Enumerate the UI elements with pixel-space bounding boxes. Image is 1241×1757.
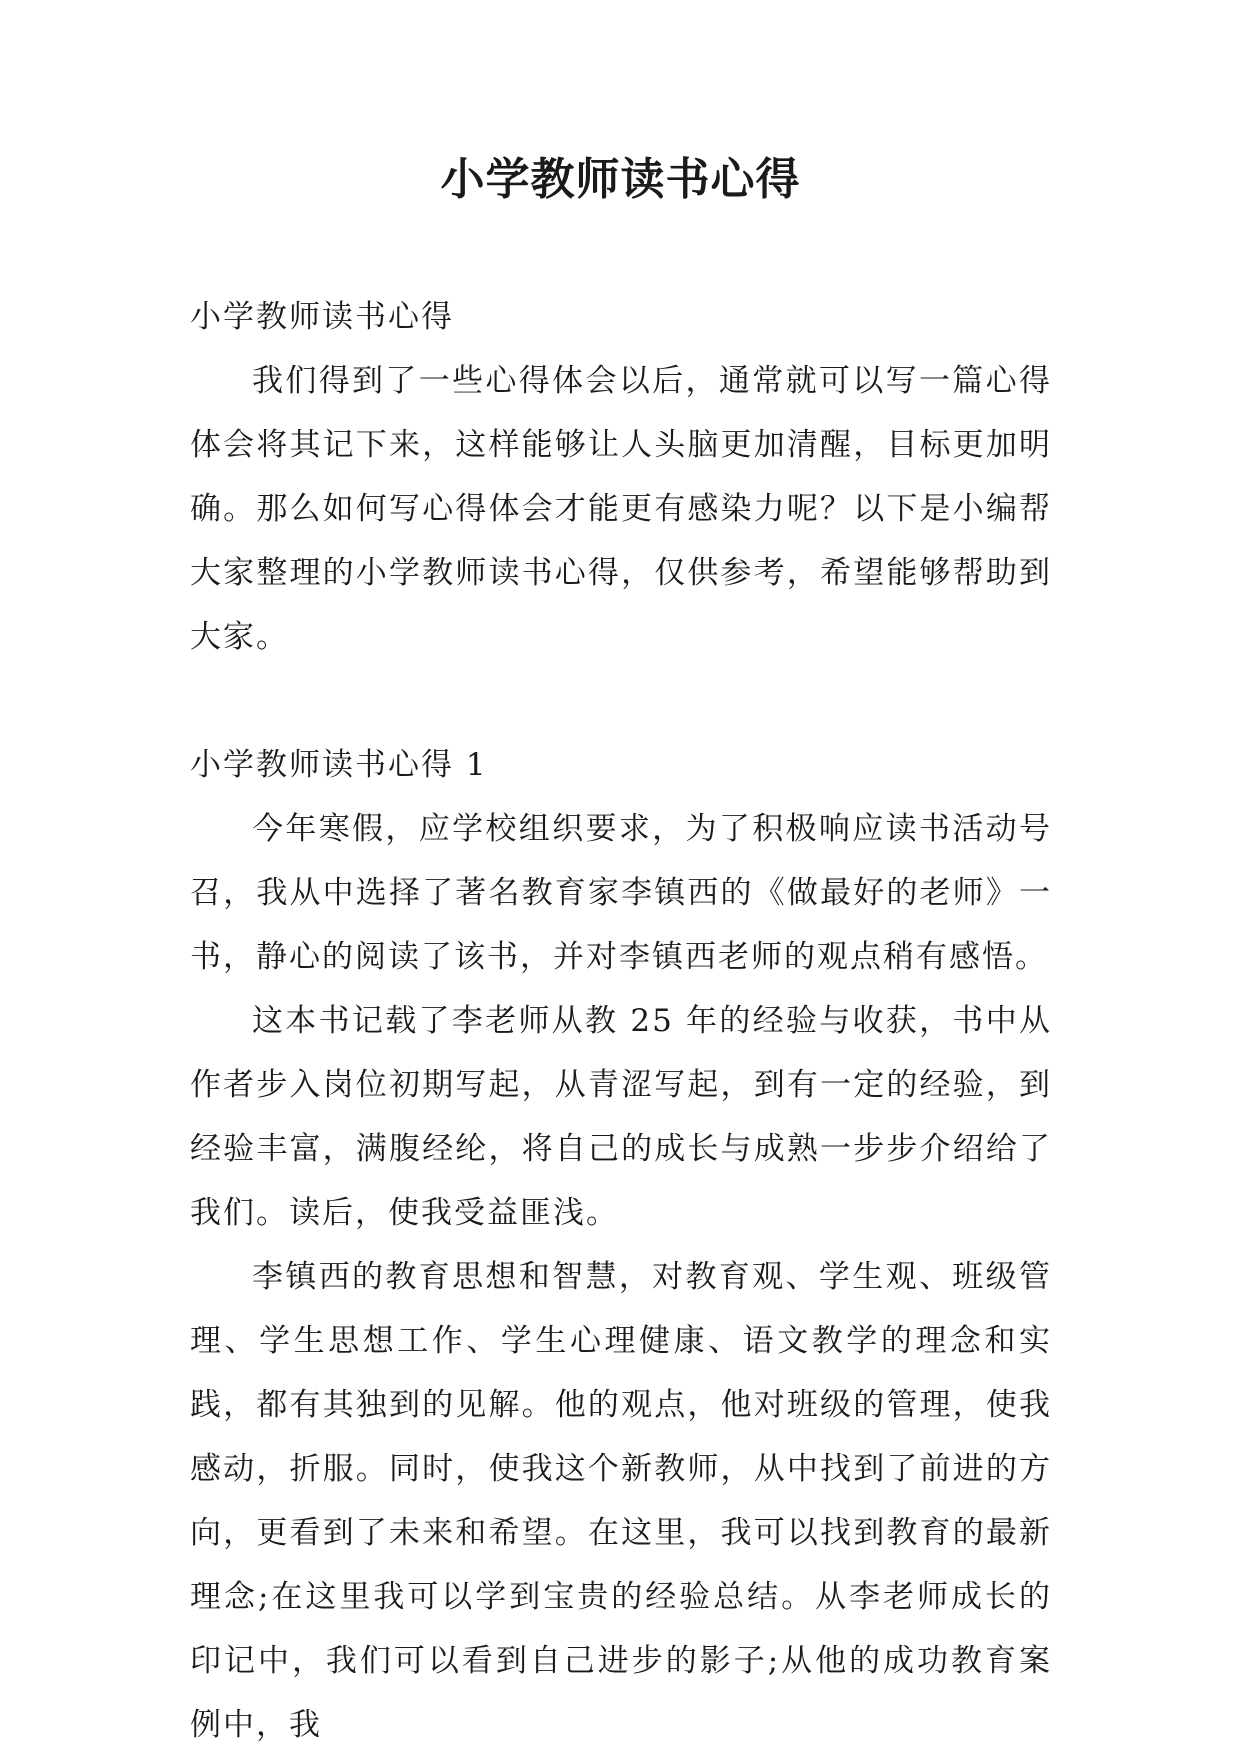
body-paragraph: 这本书记载了李老师从教 25 年的经验与收获，书中从作者步入岗位初期写起，从青涩写起，到有一定的经验，到经验丰富，满腹经纶，将自己的成长与成熟一步步介绍给了我们。读后，使我受益匪浅。: [190, 1003, 1052, 1231]
intro-paragraph: 我们得到了一些心得体会以后，通常就可以写一篇心得体会将其记下来，这样能够让人头脑更加清醒，目标更加明确。那么如何写心得体会才能更有感染力呢？以下是小编帮大家整理的小学教师读书心得，仅供参考，希望能够帮助到大家。: [190, 363, 1052, 655]
section-heading: 小学教师读书心得 1: [190, 747, 488, 783]
section-spacer: [190, 669, 1052, 733]
body-paragraph: 今年寒假，应学校组织要求，为了积极响应读书活动号召，我从中选择了著名教育家李镇西的《做最好的老师》一书，静心的阅读了该书，并对李镇西老师的观点稍有感悟。: [190, 811, 1052, 975]
document-title: 小学教师读书心得: [440, 154, 801, 205]
document-body: [190, 285, 1052, 1757]
body-paragraph: 李镇西的教育思想和智慧，对教育观、学生观、班级管理、学生思想工作、学生心理健康、语文教学的理念和实践，都有其独到的见解。他的观点，他对班级的管理，使我感动，折服。同时，使我这个新教师，从中找到了前进的方向，更看到了未来和希望。在这里，我可以找到教育的最新理念;在这里我可以学到宝贵的经验总结。从李老师成长的印记中，我们可以看到自己进步的影子;从他的成功教育案例中，我: [190, 1259, 1052, 1743]
subtitle: 小学教师读书心得: [190, 299, 454, 335]
